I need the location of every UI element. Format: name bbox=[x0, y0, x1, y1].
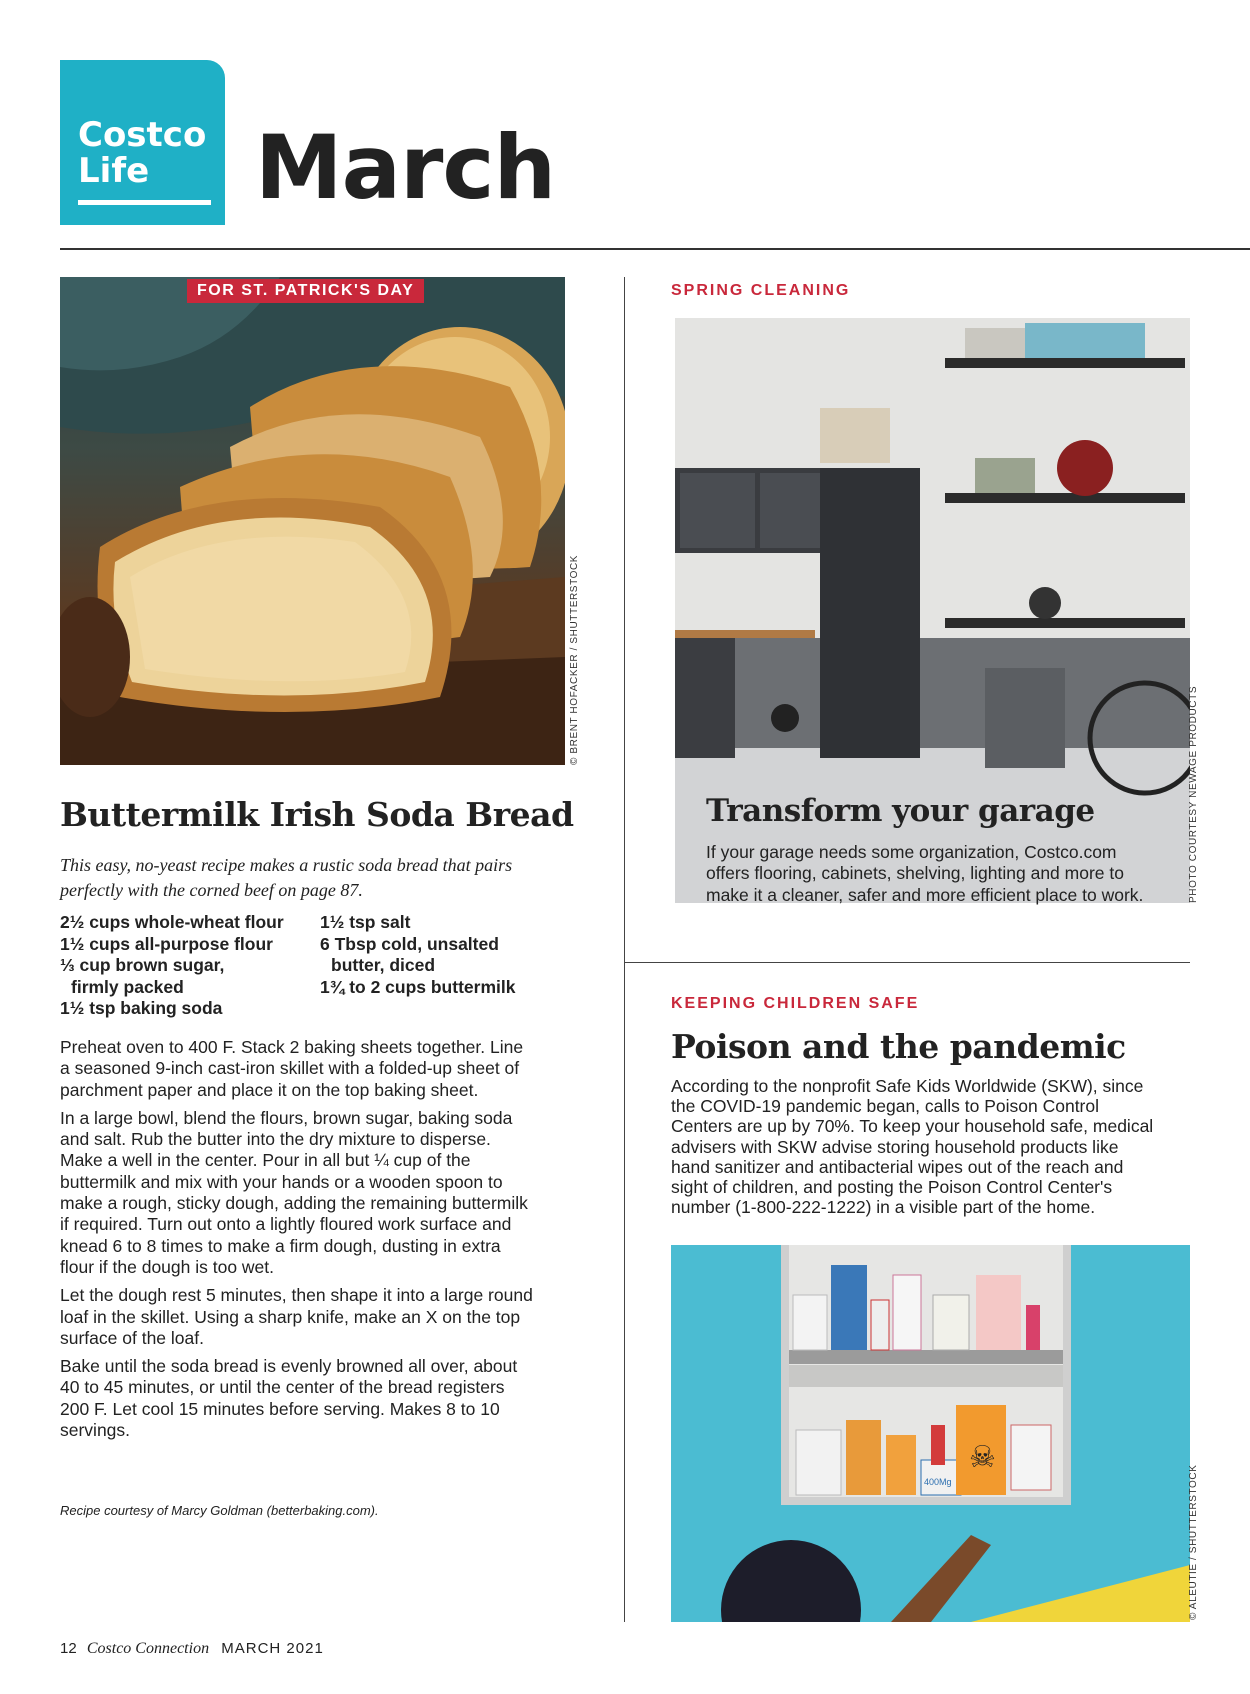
poison-title: Poison and the pandemic bbox=[671, 1027, 1126, 1066]
ingredient-item: 1½ tsp baking soda bbox=[60, 998, 223, 1018]
garage-body: If your garage needs some organization, Costco.com offers flooring, cabinets, shelving, lighting and more to make it a cleaner, safer and more efficient place to work. bbox=[706, 842, 1144, 905]
recipe-tag-badge: FOR ST. PATRICK'S DAY bbox=[187, 279, 424, 303]
ingredient-item: 2½ cups whole-wheat flour bbox=[60, 912, 284, 932]
recipe-step: Preheat oven to 400 F. Stack 2 baking sheets together. Line a seasoned 9-inch cast-iron skillet with a folded-up sheet of parchment paper and place it on the top baking sheet. bbox=[60, 1037, 524, 1100]
recipe-steps bbox=[60, 1037, 535, 1448]
ingredient-item: 1½ cups all-purpose flour bbox=[60, 933, 273, 954]
page-title: March bbox=[255, 116, 556, 219]
header-divider bbox=[60, 248, 1250, 250]
costco-life-logo bbox=[60, 60, 225, 225]
ingredient-item: 1½ tsp salt bbox=[320, 912, 411, 932]
logo-text-costco: Costco bbox=[78, 115, 207, 155]
ingredient-item: 1¾ to 2 cups buttermilk bbox=[320, 976, 516, 997]
bottle-label-text: 400Mg bbox=[924, 1477, 952, 1487]
skull-icon: ☠ bbox=[969, 1440, 996, 1475]
poison-kicker: KEEPING CHILDREN SAFE bbox=[671, 995, 920, 1012]
garage-kicker: SPRING CLEANING bbox=[671, 282, 851, 299]
garage-photo-credit: PHOTO COURTESY NEWAGE PRODUCTS bbox=[1188, 685, 1199, 903]
issue-date: MARCH 2021 bbox=[221, 1640, 324, 1657]
ingredient-item: 6 Tbsp cold, unsalted bbox=[320, 933, 499, 954]
ingredient-item: butter, diced bbox=[331, 955, 436, 975]
logo-underline bbox=[78, 200, 211, 205]
ingredient-item: ⅓ cup brown sugar, bbox=[60, 955, 225, 975]
poison-body: According to the nonprofit Safe Kids Worldwide (SKW), since the COVID-19 pandemic began, calls to Poison Control Centers are up by 70%. To keep your household safe, medical advisers with SKW advise storing household products like hand sanitizer and antibacterial wipes out of the reach and sight of children, and posting the Poison Control Center's number (1-800-222-1222) in a visible part of the home. bbox=[671, 1076, 1154, 1218]
ingredients-left bbox=[60, 912, 284, 1020]
column-divider bbox=[624, 277, 625, 1622]
recipe-step: Let the dough rest 5 minutes, then shape it into a large round loaf in the skillet. Using a sharp knife, make an X on the top surface of the loaf. bbox=[60, 1285, 533, 1348]
illustration-credit: © ALEUTIE / SHUTTERSTOCK bbox=[1188, 1464, 1199, 1620]
ingredient-item: firmly packed bbox=[71, 976, 184, 997]
medicine-cabinet-illustration bbox=[671, 1245, 1190, 1622]
bread-photo-credit: © BRENT HOFACKER / SHUTTERSTOCK bbox=[569, 554, 580, 765]
right-column-divider bbox=[624, 962, 1190, 963]
recipe-courtesy: Recipe courtesy of Marcy Goldman (betterbaking.com). bbox=[60, 1503, 379, 1518]
recipe-step: In a large bowl, blend the flours, brown sugar, baking soda and salt. Rub the butter into the dry mixture to disperse. Make a well in the center. Pour in all but ¼ cup of the buttermilk and mix with your hands or a wooden spoon to make a rough, sticky dough, adding the remaining buttermilk if required. Turn out onto a lightly floured work surface and knead 6 to 8 times to make a firm dough, dusting in extra flour if the dough is too wet. bbox=[60, 1107, 528, 1277]
soda-bread-photo bbox=[60, 277, 565, 765]
garage-title: Transform your garage bbox=[706, 793, 1095, 829]
page-footer bbox=[60, 1640, 324, 1658]
recipe-title: Buttermilk Irish Soda Bread bbox=[60, 795, 574, 834]
recipe-intro: This easy, no-yeast recipe makes a rustic soda bread that pairs perfectly with the corned beef on page 87. bbox=[60, 855, 513, 900]
publication-name: Costco Connection bbox=[86, 1640, 210, 1657]
ingredients-right bbox=[320, 912, 515, 998]
logo-text-life: Life bbox=[78, 151, 150, 191]
page-number: 12 bbox=[60, 1640, 77, 1657]
recipe-step: Bake until the soda bread is evenly browned all over, about 40 to 45 minutes, or until the center of the bread registers 200 F. Let cool 15 minutes before serving. Makes 8 to 10 servings. bbox=[60, 1356, 518, 1441]
